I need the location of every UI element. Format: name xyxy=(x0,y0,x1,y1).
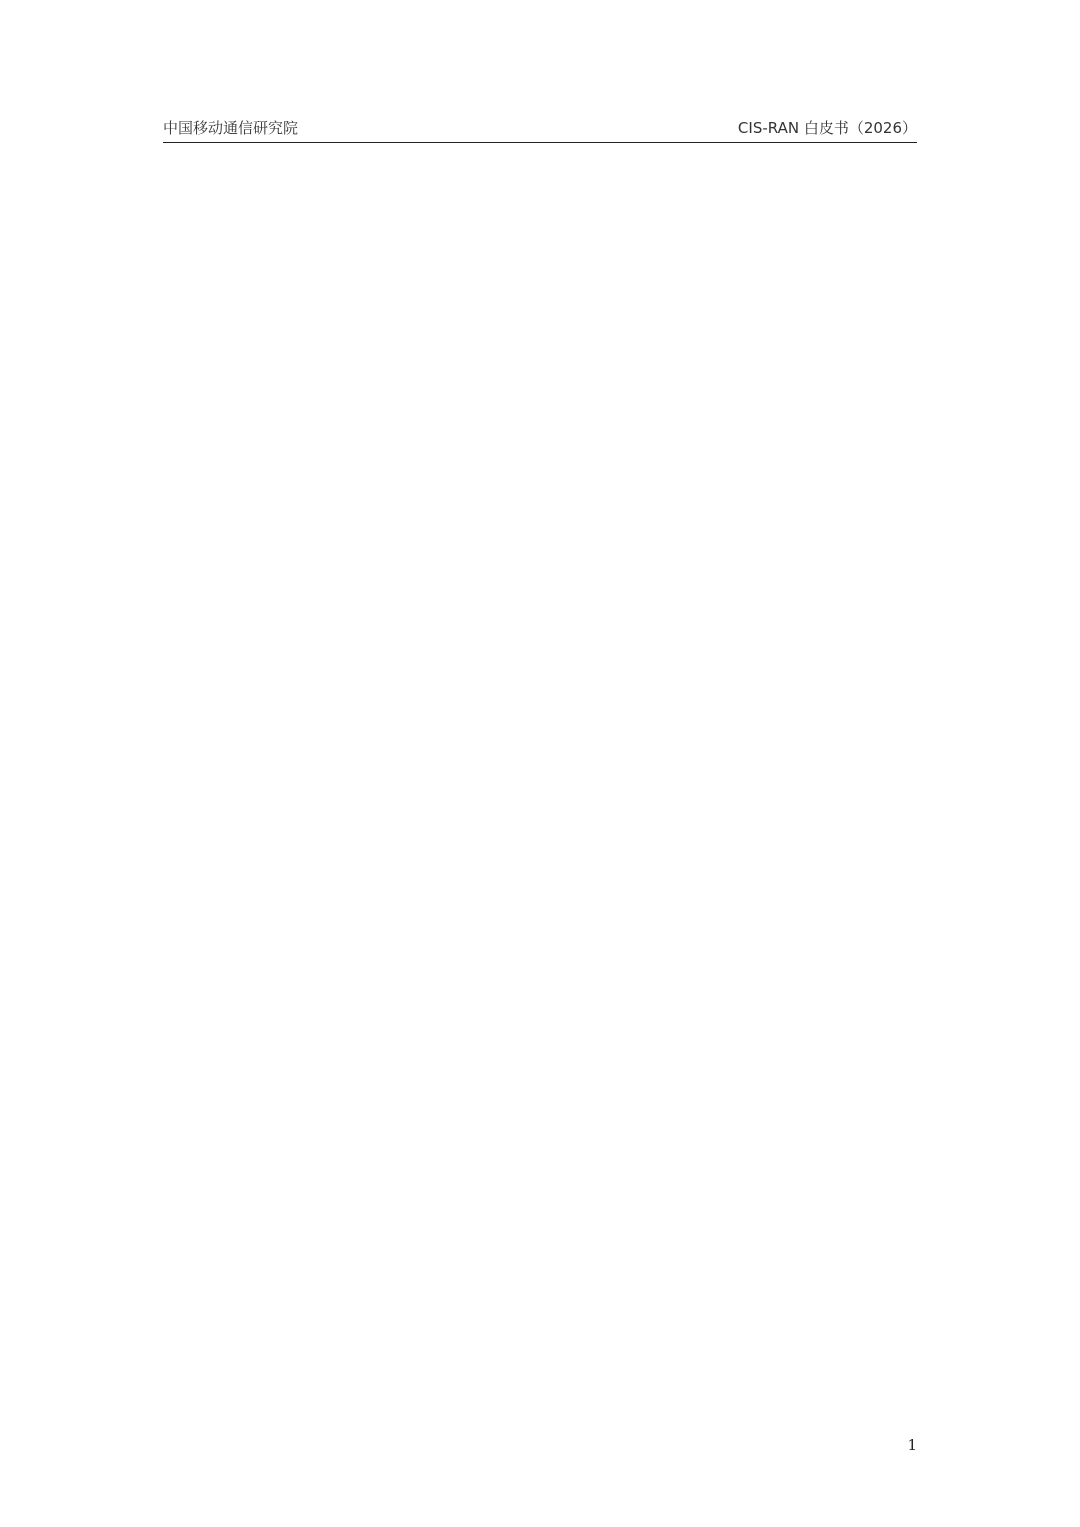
page-header xyxy=(163,108,917,143)
header-org: 中国移动通信研究院 xyxy=(163,119,299,137)
header-doc-title: CIS-RAN 白皮书（2026） xyxy=(737,119,917,137)
page-number: 1 xyxy=(907,1436,917,1454)
